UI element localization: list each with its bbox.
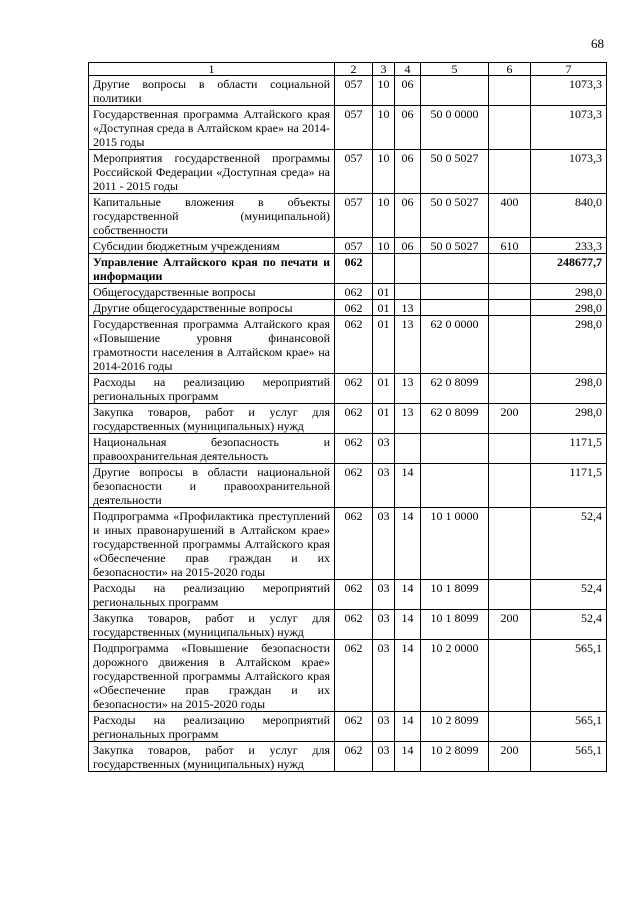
row-name-cell: Закупка товаров, работ и услуг для государственных (муниципальных) нужд [89,742,335,772]
row-section-cell: 01 [373,316,395,374]
row-expense-type-cell [489,464,531,508]
row-admin-code-cell: 062 [335,580,373,610]
row-expense-type-cell [489,434,531,464]
row-amount-cell: 52,4 [531,580,607,610]
table-row [89,106,607,150]
row-section-cell: 10 [373,106,395,150]
row-amount-cell: 233,3 [531,238,607,254]
row-section-cell: 03 [373,464,395,508]
table-row [89,610,607,640]
row-subsection-cell: 06 [395,194,421,238]
table-row [89,316,607,374]
row-amount-cell: 52,4 [531,610,607,640]
table-header-row [89,63,607,76]
row-admin-code-cell: 062 [335,404,373,434]
row-admin-code-cell: 062 [335,610,373,640]
row-expense-type-cell: 400 [489,194,531,238]
row-amount-cell: 1171,5 [531,434,607,464]
row-admin-code-cell: 062 [335,300,373,316]
row-admin-code-cell: 062 [335,742,373,772]
row-section-cell: 10 [373,238,395,254]
row-name-cell: Расходы на реализацию мероприятий региональных программ [89,580,335,610]
row-expense-type-cell [489,300,531,316]
row-target-article-cell: 10 2 0000 [421,640,489,712]
row-name-cell: Управление Алтайского края по печати и информации [89,254,335,284]
header-cell-2: 2 [335,63,373,76]
row-expense-type-cell [489,150,531,194]
row-amount-cell: 52,4 [531,508,607,580]
row-name-cell: Подпрограмма «Повышение безопасности дорожного движения в Алтайском крае» государственной программы Алтайского края «Обеспечение прав граждан и их безопасности» на 2015-2020 годы [89,640,335,712]
row-expense-type-cell [489,640,531,712]
row-name-cell: Подпрограмма «Профилактика преступлений и иных правонарушений в Алтайском крае» государственной программы Алтайского края «Обеспечение прав граждан и их безопасности» на 2015-2020 годы [89,508,335,580]
table-row [89,712,607,742]
row-expense-type-cell [489,316,531,374]
row-section-cell: 01 [373,300,395,316]
row-admin-code-cell: 062 [335,508,373,580]
row-subsection-cell: 14 [395,508,421,580]
table-row [89,742,607,772]
row-expense-type-cell [489,106,531,150]
row-amount-cell: 298,0 [531,300,607,316]
header-cell-5: 5 [421,63,489,76]
row-section-cell: 03 [373,742,395,772]
row-amount-cell: 298,0 [531,316,607,374]
table-row [89,404,607,434]
table-row [89,640,607,712]
row-section-cell: 03 [373,580,395,610]
row-target-article-cell: 10 1 8099 [421,610,489,640]
row-admin-code-cell: 062 [335,640,373,712]
row-target-article-cell [421,284,489,300]
row-expense-type-cell [489,580,531,610]
table-row [89,76,607,106]
header-cell-7: 7 [531,63,607,76]
row-target-article-cell: 10 1 8099 [421,580,489,610]
row-name-cell: Субсидии бюджетным учреждениям [89,238,335,254]
row-admin-code-cell: 062 [335,284,373,300]
row-admin-code-cell: 062 [335,434,373,464]
row-amount-cell: 1073,3 [531,76,607,106]
row-subsection-cell: 14 [395,580,421,610]
row-section-cell: 10 [373,150,395,194]
row-amount-cell: 1073,3 [531,106,607,150]
row-target-article-cell: 50 0 5027 [421,238,489,254]
row-subsection-cell [395,434,421,464]
row-expense-type-cell [489,374,531,404]
row-subsection-cell [395,284,421,300]
row-name-cell: Расходы на реализацию мероприятий региональных программ [89,712,335,742]
row-target-article-cell: 10 1 0000 [421,508,489,580]
row-section-cell: 10 [373,194,395,238]
row-expense-type-cell [489,76,531,106]
row-expense-type-cell [489,254,531,284]
row-name-cell: Другие вопросы в области социальной политики [89,76,335,106]
row-admin-code-cell: 062 [335,254,373,284]
row-name-cell: Закупка товаров, работ и услуг для государственных (муниципальных) нужд [89,404,335,434]
row-section-cell: 03 [373,640,395,712]
row-target-article-cell [421,254,489,284]
row-admin-code-cell: 057 [335,106,373,150]
row-target-article-cell [421,464,489,508]
row-amount-cell: 298,0 [531,284,607,300]
row-target-article-cell: 50 0 5027 [421,150,489,194]
page-number: 68 [591,36,604,51]
row-target-article-cell: 10 2 8099 [421,742,489,772]
row-name-cell: Закупка товаров, работ и услуг для государственных (муниципальных) нужд [89,610,335,640]
row-subsection-cell: 14 [395,742,421,772]
row-amount-cell: 840,0 [531,194,607,238]
row-section-cell: 10 [373,76,395,106]
row-subsection-cell: 14 [395,712,421,742]
table-row [89,194,607,238]
row-target-article-cell [421,434,489,464]
row-subsection-cell: 14 [395,640,421,712]
row-subsection-cell: 13 [395,374,421,404]
row-admin-code-cell: 057 [335,76,373,106]
row-admin-code-cell: 057 [335,194,373,238]
row-section-cell [373,254,395,284]
header-cell-1: 1 [89,63,335,76]
table-row [89,254,607,284]
row-admin-code-cell: 062 [335,374,373,404]
row-expense-type-cell [489,508,531,580]
row-subsection-cell: 06 [395,106,421,150]
row-amount-cell: 298,0 [531,404,607,434]
row-name-cell: Расходы на реализацию мероприятий региональных программ [89,374,335,404]
row-name-cell: Общегосударственные вопросы [89,284,335,300]
row-target-article-cell: 62 0 0000 [421,316,489,374]
table-row [89,374,607,404]
row-expense-type-cell: 200 [489,404,531,434]
table-row [89,300,607,316]
row-section-cell: 03 [373,610,395,640]
row-subsection-cell: 13 [395,300,421,316]
row-expense-type-cell [489,284,531,300]
row-subsection-cell: 14 [395,610,421,640]
row-amount-cell: 1073,3 [531,150,607,194]
row-target-article-cell: 62 0 8099 [421,404,489,434]
row-section-cell: 03 [373,508,395,580]
row-amount-cell: 565,1 [531,742,607,772]
row-target-article-cell [421,76,489,106]
row-section-cell: 01 [373,284,395,300]
table-row [89,150,607,194]
table-row [89,284,607,300]
header-cell-3: 3 [373,63,395,76]
row-amount-cell: 298,0 [531,374,607,404]
row-subsection-cell: 13 [395,404,421,434]
row-admin-code-cell: 062 [335,712,373,742]
row-amount-cell: 1171,5 [531,464,607,508]
row-name-cell: Мероприятия государственной программы Российской Федерации «Доступная среда» на 2011 - 2015 годы [89,150,335,194]
row-subsection-cell [395,254,421,284]
row-section-cell: 03 [373,434,395,464]
table-row [89,580,607,610]
row-subsection-cell: 06 [395,150,421,194]
row-target-article-cell [421,300,489,316]
budget-table [88,62,607,772]
row-name-cell: Национальная безопасность и правоохранительная деятельность [89,434,335,464]
row-expense-type-cell: 200 [489,610,531,640]
row-target-article-cell: 50 0 5027 [421,194,489,238]
header-cell-6: 6 [489,63,531,76]
row-section-cell: 01 [373,374,395,404]
row-admin-code-cell: 062 [335,316,373,374]
row-section-cell: 03 [373,712,395,742]
row-amount-cell: 248677,7 [531,254,607,284]
row-subsection-cell: 13 [395,316,421,374]
table-row [89,464,607,508]
table-row [89,238,607,254]
row-name-cell: Другие общегосударственные вопросы [89,300,335,316]
row-target-article-cell: 10 2 8099 [421,712,489,742]
header-cell-4: 4 [395,63,421,76]
row-name-cell: Другие вопросы в области национальной безопасности и правоохранительной деятельности [89,464,335,508]
row-amount-cell: 565,1 [531,712,607,742]
row-subsection-cell: 06 [395,238,421,254]
row-target-article-cell: 50 0 0000 [421,106,489,150]
row-expense-type-cell: 200 [489,742,531,772]
row-name-cell: Государственная программа Алтайского края «Доступная среда в Алтайском крае» на 2014-2015 годы [89,106,335,150]
row-subsection-cell: 14 [395,464,421,508]
row-expense-type-cell: 610 [489,238,531,254]
row-admin-code-cell: 062 [335,464,373,508]
row-name-cell: Капитальные вложения в объекты государственной (муниципальной) собственности [89,194,335,238]
row-admin-code-cell: 057 [335,238,373,254]
table-row [89,508,607,580]
row-name-cell: Государственная программа Алтайского края «Повышение уровня финансовой грамотности населения в Алтайском крае» на 2014-2016 годы [89,316,335,374]
row-amount-cell: 565,1 [531,640,607,712]
row-target-article-cell: 62 0 8099 [421,374,489,404]
row-expense-type-cell [489,712,531,742]
row-admin-code-cell: 057 [335,150,373,194]
row-subsection-cell: 06 [395,76,421,106]
table-row [89,434,607,464]
row-section-cell: 01 [373,404,395,434]
